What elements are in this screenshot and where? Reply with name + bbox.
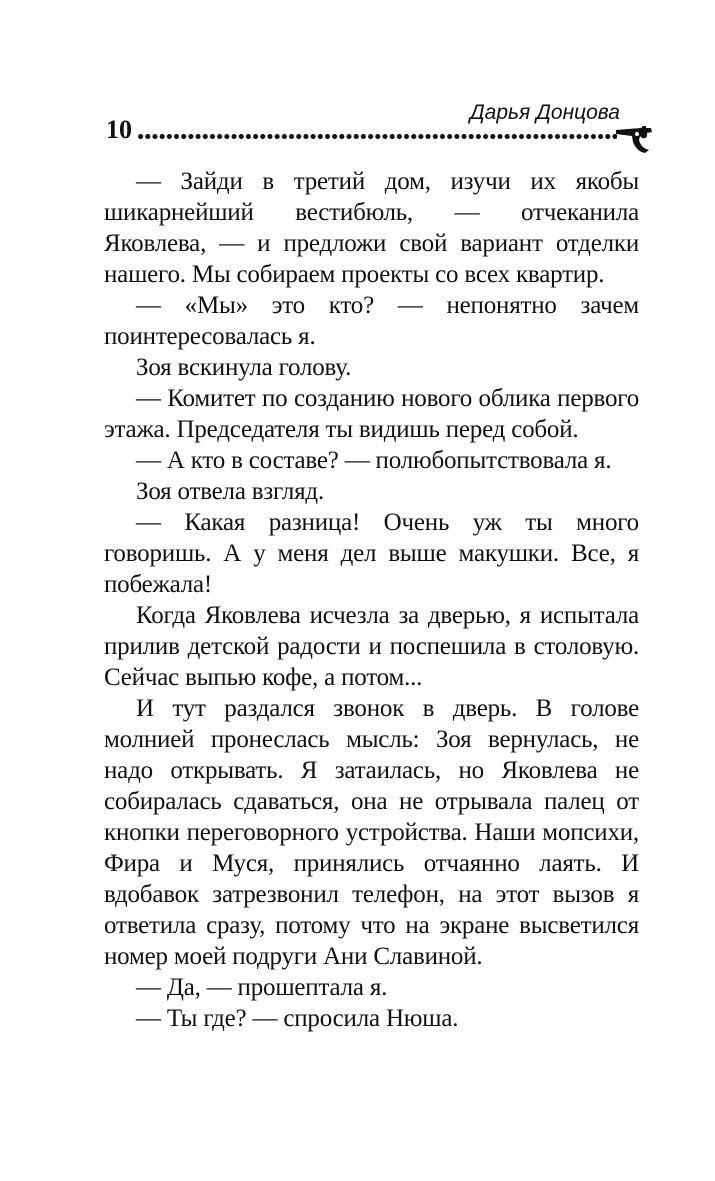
paragraph: — «Мы» это кто? — непонятно зачем поинтересовалась я.	[104, 292, 639, 350]
paragraph: — Какая разница! Очень уж ты много говоришь. А у меня дел выше макушки. Все, я побежала!	[104, 509, 639, 598]
paragraph: — Да, — прошептала я.	[136, 974, 388, 1001]
page-number: 10	[106, 115, 132, 144]
paragraph: — Зайди в третий дом, изучи их якобы шикарнейший вестибюль, — отчеканила Яковлева, — и предложи свой вариант отделки нашего. Мы собираем проекты со всех квартир.	[104, 168, 639, 288]
paragraph: — А кто в составе? — полюбопытствовала я.	[136, 447, 612, 474]
dotted-leader	[137, 133, 617, 140]
body-text	[104, 166, 639, 1034]
paragraph: — Комитет по созданию нового облика первого этажа. Председателя ты видишь перед собой.	[104, 385, 639, 443]
paragraph: — Ты где? — спросила Нюша.	[136, 1005, 459, 1032]
paragraph: Зоя отвела взгляд.	[136, 478, 324, 505]
paragraph: Зоя вскинула голову.	[136, 354, 352, 381]
revolver-icon	[615, 124, 655, 154]
paragraph: И тут раздался звонок в дверь. В голове молнией пронеслась мысль: Зоя вернулась, не надо открывать. Я затаилась, но Яковлева не собиралась сдаваться, она не отрывала палец от кнопки переговорного устройства. Наши мопсихи, Фира и Муся, принялись отчаянно лаять. И вдобавок затрезвонил телефон, на этот вызов я ответила сразу, потому что на экране высветился номер моей подруги Ани Славиной.	[104, 695, 639, 970]
author-name: Дарья Донцова	[469, 101, 620, 124]
running-header	[100, 100, 660, 160]
paragraph: Когда Яковлева исчезла за дверью, я испытала прилив детской радости и поспешила в столовую. Сейчас выпью кофе, а потом...	[104, 602, 639, 691]
